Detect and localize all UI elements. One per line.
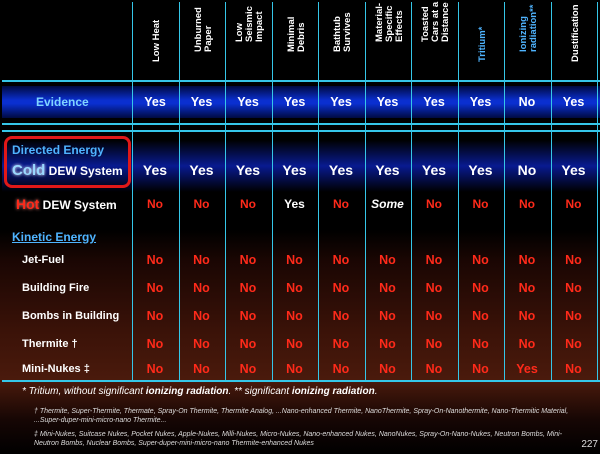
table-cell: No [425,253,443,267]
column-divider [458,2,459,382]
table-cell: No [565,197,582,211]
table-cell: No [518,95,536,109]
table-cell: Yes [423,95,445,109]
kinetic-energy-heading: Kinetic Energy [12,230,97,244]
table-cell: Yes [142,162,168,178]
table-cell: No [146,281,164,295]
cold-tag: Cold [12,162,46,179]
column-header [185,0,223,78]
table-cell: Yes [469,95,492,109]
column-header-label: Tritium* [476,26,488,62]
column-header-label: Toasted Cars at a Distance [420,1,451,42]
table-cell: Yes [190,95,213,109]
table-cell: Yes [235,162,261,178]
note-text: ionizing radiation [145,386,229,397]
table-cell: No [286,362,303,376]
table-cell: No [379,309,396,323]
table-cell: No [286,281,303,295]
kinetic-row-label: Thermite † [22,338,78,350]
table-cell: No [193,197,210,211]
column-divider [132,2,133,382]
table-cell: No [425,281,443,295]
table-cell: Yes [189,162,214,178]
table-cell: No [517,162,537,178]
table-cell: No [425,337,443,351]
table-cell: Yes [562,95,585,109]
column-header-label: Bathtub Survives [332,12,353,52]
table-cell: No [565,362,582,376]
column-header [464,0,502,78]
table-cell: No [240,197,256,211]
table-cell: No [379,253,396,267]
table-cell: No [239,281,257,295]
table-cell: No [286,253,303,267]
table-cell: Yes [376,95,399,109]
table-cell: No [333,197,349,211]
column-header [278,0,316,78]
column-header-label: Material- Specific Effects [373,2,405,42]
table-cell: No [565,309,582,323]
table-cell: No [146,309,164,323]
table-cell: No [193,253,210,267]
column-header [231,0,269,78]
table-cell: No [239,362,257,376]
column-divider [597,2,598,382]
table-cell: No [239,253,257,267]
table-cell: No [146,362,164,376]
table-cell: No [193,281,210,295]
kinetic-row-label: Building Fire [22,282,90,294]
tritium-note [22,386,377,397]
note-text: . [374,386,378,397]
table-cell: No [332,309,350,323]
table-cell: No [472,197,489,211]
table-cell: No [332,253,350,267]
hot-dew-label [16,196,117,212]
table-cell: Some [371,197,404,211]
kinetic-row-label: Mini-Nukes ‡ [22,363,90,375]
column-divider [365,2,366,382]
column-header [324,0,362,78]
table-cell: Yes [375,162,400,178]
table-cell: No [239,337,257,351]
table-cell: Yes [328,162,354,178]
column-header [371,0,409,78]
table-cell: No [379,362,396,376]
cold-dew-text: DEW System [48,164,123,178]
table-cell: No [332,281,350,295]
table-cell: No [425,309,443,323]
hot-tag: Hot [16,196,40,212]
table-cell: No [565,281,582,295]
note-text: ionizing radiation [291,386,375,397]
table-cell: No [379,281,396,295]
table-cell: No [519,197,535,211]
table-cell: No [239,309,257,323]
table-cell: Yes [468,162,493,178]
column-divider [504,2,505,382]
table-cell: No [147,197,163,211]
kinetic-row-label: Bombs in Building [22,310,120,322]
table-cell: Yes [284,197,305,211]
note-text: . ** significant [228,386,292,397]
column-divider [179,2,180,382]
table-cell: No [472,362,489,376]
table-cell: No [518,253,536,267]
column-header [557,0,595,78]
column-header [138,0,176,78]
note-text: * Tritium, without significant [22,386,146,397]
table-cell: No [193,309,210,323]
table-cell: No [518,309,536,323]
table-cell: No [565,253,582,267]
column-header-label: Dustification [569,4,581,62]
table-cell: Yes [421,162,447,178]
table-cell: Yes [237,95,259,109]
column-header-label: Unburned Paper [192,7,214,52]
table-cell: No [286,309,303,323]
column-header [510,0,548,78]
column-header-label: Ionizing radiation** [518,4,539,52]
page-number: 227 [581,439,598,450]
directed-energy-heading: Directed Energy [12,143,105,157]
table-cell: No [472,309,489,323]
table-cell: No [472,337,489,351]
divider [2,123,600,125]
table-cell: No [518,337,536,351]
column-header [417,0,455,78]
divider [2,80,600,82]
table-cell: Yes [282,162,307,178]
table-cell: No [332,337,350,351]
table-cell: No [426,197,442,211]
table-cell: No [472,253,489,267]
table-cell: No [146,253,164,267]
table-cell: No [472,281,489,295]
table-cell: No [193,362,210,376]
column-divider [272,2,273,382]
table-cell: Yes [283,95,306,109]
table-cell: No [332,362,350,376]
nukes-footnote: ‡ Mini-Nukes, Suitcase Nukes, Pocket Nukes, Apple-Nukes, Milli-Nukes, Micro-Nukes, Nano-enhanced Nukes, NanoNukes, Spray-On-Nano-Nukes, Neutron Bombs, Mini-Neutron Bombs, Nuclear Bombs, Super-duper-mini-micro-nano Thermite-enhanced Nukes [34,431,563,447]
evidence-label: Evidence [36,95,89,109]
column-header-label: Minimal Debris [285,16,307,52]
table-cell: No [425,362,443,376]
table-cell: No [379,337,396,351]
cold-dew-label [12,162,123,179]
kinetic-row-label: Jet-Fuel [22,254,65,266]
table-cell: Yes [516,362,538,376]
hot-dew-text: DEW System [42,198,117,212]
table-cell: Yes [144,95,166,109]
table-cell: No [565,337,582,351]
divider [2,130,600,132]
table-cell: No [518,281,536,295]
table-cell: No [193,337,210,351]
column-header-label: Low Heat [151,19,162,62]
table-cell: Yes [330,95,352,109]
table-cell: No [146,337,164,351]
divider [2,380,600,382]
table-cell: Yes [561,162,586,178]
thermite-footnote: † Thermite, Super-Thermite, Thermate, Spray-On Thermite, Thermite Analog, ...Nano-enhanced Thermite, NanoThermite, Spray-On-Nanothermite, Nano-Thermitic Material, ...Super-duper-mini-micro-nano Thermite... [34,408,569,424]
column-divider [551,2,552,382]
column-divider [411,2,412,382]
column-divider [318,2,319,382]
table-cell: No [286,337,303,351]
column-header-label: Low Seismic Impact [234,6,265,42]
column-divider [225,2,226,382]
